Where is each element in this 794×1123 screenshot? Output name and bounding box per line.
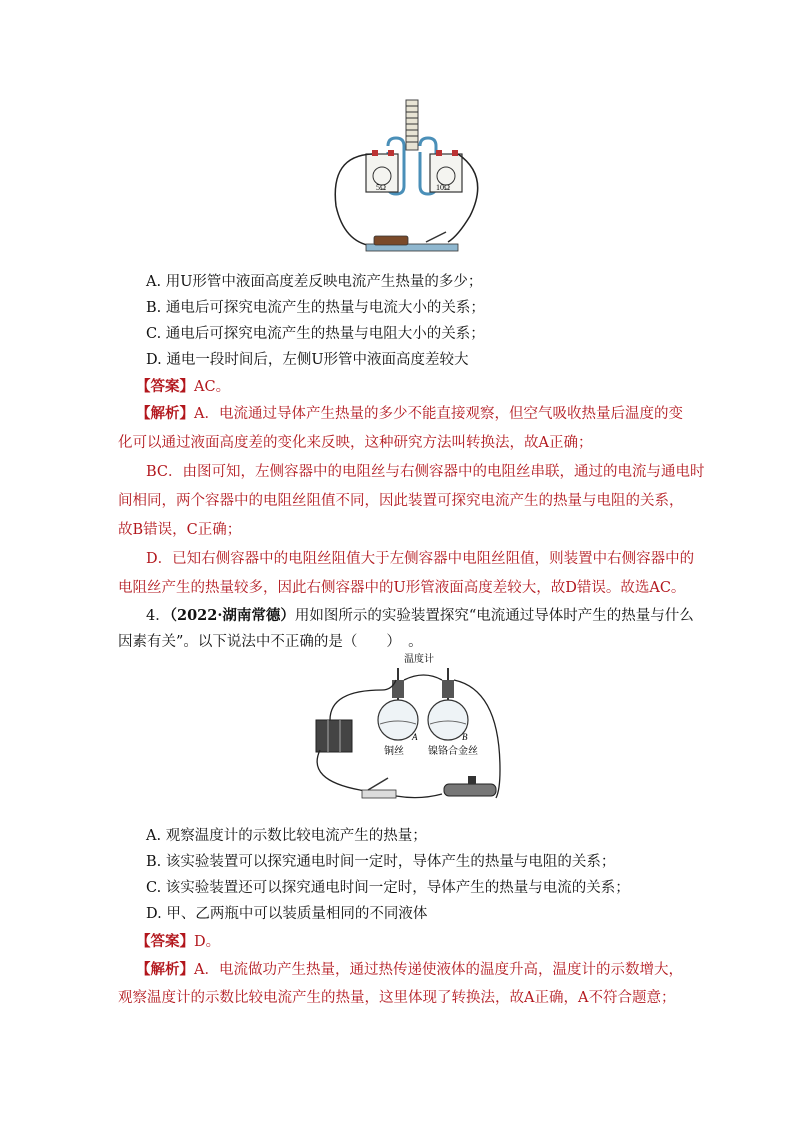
q3-option-c: C. 通电后可探究电流产生的热量与电阻大小的关系； [146,326,485,342]
nichrome-wire-label: 镍铬合金丝 [428,746,478,757]
q3-analysis-line-2: 化可以通过液面高度差的变化来反映，这种研究方法叫转换法，故A正确； [118,435,593,451]
answer-value: AC。 [194,379,231,395]
q3-option-d: D. 通电一段时间后，左侧U形管中液面高度差较大 [146,352,469,368]
q3-analysis-line-5: 故B错误，C正确； [118,522,242,538]
analysis-label: 【解析】 [136,405,194,422]
q4-option-d: D. 甲、乙两瓶中可以装质量相同的不同液体 [146,906,428,922]
q4-stem-line-2: 因素有关”。以下说法中不正确的是（ ） 。 [118,634,423,650]
q4-option-a: A. 观察温度计的示数比较电流产生的热量； [146,828,427,844]
q3-analysis-line-1: 【解析】A．电流通过导体产生热量的多少不能直接观察，但空气吸收热量后温度的变 [136,405,683,422]
q4-answer [136,932,696,952]
q4-analysis-line-2: 观察温度计的示数比较电流产生的热量，这里体现了转换法，故A正确，A不符合题意； [118,990,676,1006]
q3-analysis-line-6: D．已知右侧容器中的电阻丝阻值大于左侧容器中电阻丝阻值，则装置中右侧容器中的 [146,551,695,567]
q3-option-b: B. 通电后可探究电流产生的热量与电流大小的关系； [146,300,485,316]
q4-option-c: C. 该实验装置还可以探究通电时间一定时，导体产生的热量与电流的关系； [146,880,630,896]
thermometer-label: 温度计 [404,654,434,665]
analysis-label: 【解析】 [136,961,194,978]
q4-stem-line-1: 4．（2022·湖南常德）用如图所示的实验装置探究“电流通过导体时产生的热量与什么 [146,607,694,624]
calorimeter-apparatus-figure [300,650,520,810]
answer-label: 【答案】 [136,933,194,950]
left-resistor-label: 5Ω [376,183,386,192]
flask-b-label: B [462,732,468,742]
question-number: 4． [146,608,170,624]
flask-a-label: A [412,732,418,742]
q3-option-a: A. 用U形管中液面高度差反映电流产生热量的多少； [146,274,483,290]
q4-option-b: B. 该实验装置可以探究通电时间一定时，导体产生的热量与电阻的关系； [146,854,616,870]
answer-value: D。 [194,934,221,950]
q3-analysis-line-4: 间相同，两个容器中的电阻丝阻值不同，因此装置可探究电流产生的热量与电阻的关系， [118,493,684,509]
q3-analysis-line-3: BC．由图可知，左侧容器中的电阻丝与右侧容器中的电阻丝串联，通过的电流与通电时 [146,464,705,480]
q4-analysis-line-1: 【解析】A．电流做功产生热量，通过热传递使液体的温度升高，温度计的示数增大， [136,961,683,978]
q3-answer [136,377,696,397]
right-resistor-label: 10Ω [436,183,450,192]
copper-wire-label: 铜丝 [384,746,404,757]
u-tube-apparatus-figure [330,96,490,256]
q3-analysis-line-7: 电阻丝产生的热量较多，因此右侧容器中的U形管液面高度差较大，故D错误。故选AC。 [118,580,686,596]
question-source: （2022·湖南常德） [169,607,295,624]
answer-label: 【答案】 [136,378,194,395]
